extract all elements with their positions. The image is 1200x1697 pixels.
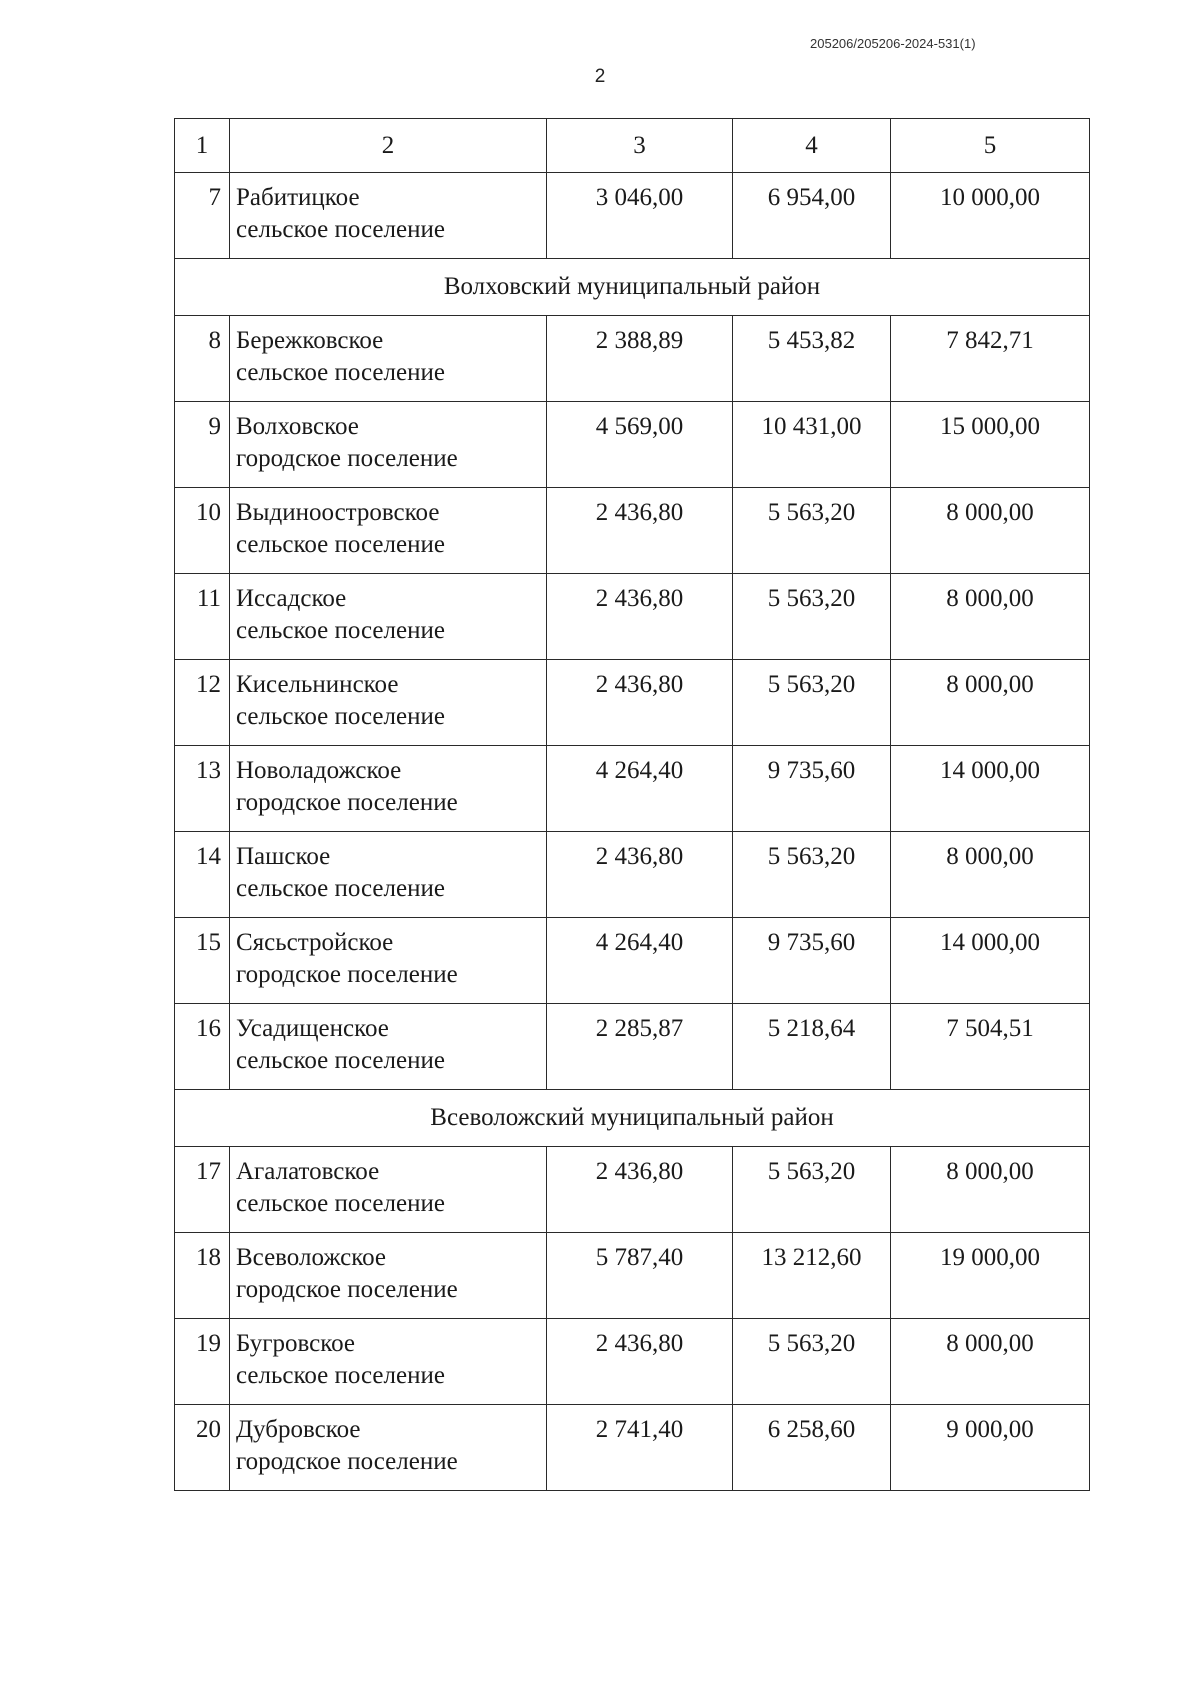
amount-cell-col5: 7 504,51 xyxy=(891,1004,1090,1090)
amount-cell-col4: 5 218,64 xyxy=(733,1004,891,1090)
amount-cell-col4: 5 563,20 xyxy=(733,1147,891,1233)
settlement-name: Усадищенское xyxy=(236,1015,389,1042)
amount-cell-col3: 4 264,40 xyxy=(547,918,733,1004)
amount-cell-col4: 6 954,00 xyxy=(733,173,891,259)
amount-cell-col3: 3 046,00 xyxy=(547,173,733,259)
row-number: 17 xyxy=(175,1147,230,1233)
row-number: 18 xyxy=(175,1233,230,1319)
column-header: 5 xyxy=(891,119,1090,173)
column-header: 3 xyxy=(547,119,733,173)
settlement-name-cell xyxy=(230,1147,547,1233)
settlement-name: Агалатовское xyxy=(236,1158,380,1185)
column-header: 2 xyxy=(230,119,547,173)
amount-cell-col4: 6 258,60 xyxy=(733,1405,891,1491)
amount-cell-col5: 8 000,00 xyxy=(891,660,1090,746)
table-body xyxy=(175,119,1090,1491)
row-number: 9 xyxy=(175,402,230,488)
table-row xyxy=(175,1147,1090,1233)
page-number: 2 xyxy=(594,66,606,87)
amount-cell-col5: 14 000,00 xyxy=(891,918,1090,1004)
table-row xyxy=(175,1233,1090,1319)
settlement-name: Дубровское xyxy=(236,1416,361,1443)
table-row xyxy=(175,746,1090,832)
amount-cell-col5: 14 000,00 xyxy=(891,746,1090,832)
section-header-row xyxy=(175,259,1090,316)
section-title: Всеволожский муниципальный район xyxy=(175,1090,1090,1147)
amount-cell-col5: 8 000,00 xyxy=(891,1319,1090,1405)
amount-cell-col3: 2 436,80 xyxy=(547,832,733,918)
settlement-type: городское поселение xyxy=(236,1448,458,1475)
allocation-table xyxy=(174,118,1090,1491)
table-row xyxy=(175,918,1090,1004)
section-title: Волховский муниципальный район xyxy=(175,259,1090,316)
amount-cell-col4: 9 735,60 xyxy=(733,746,891,832)
settlement-type: городское поселение xyxy=(236,961,458,988)
settlement-type: сельское поселение xyxy=(236,703,445,730)
amount-cell-col4: 5 563,20 xyxy=(733,574,891,660)
table-row xyxy=(175,402,1090,488)
settlement-name-cell xyxy=(230,746,547,832)
amount-cell-col3: 5 787,40 xyxy=(547,1233,733,1319)
row-number: 13 xyxy=(175,746,230,832)
settlement-name-cell xyxy=(230,488,547,574)
table-row xyxy=(175,1405,1090,1491)
table-row xyxy=(175,173,1090,259)
amount-cell-col3: 2 436,80 xyxy=(547,488,733,574)
row-number: 8 xyxy=(175,316,230,402)
settlement-type: городское поселение xyxy=(236,445,458,472)
settlement-name-cell xyxy=(230,316,547,402)
column-header-row xyxy=(175,119,1090,173)
amount-cell-col5: 19 000,00 xyxy=(891,1233,1090,1319)
amount-cell-col3: 2 388,89 xyxy=(547,316,733,402)
amount-cell-col3: 2 436,80 xyxy=(547,660,733,746)
settlement-type: сельское поселение xyxy=(236,1047,445,1074)
amount-cell-col3: 4 569,00 xyxy=(547,402,733,488)
row-number: 20 xyxy=(175,1405,230,1491)
table-row xyxy=(175,316,1090,402)
settlement-name-cell xyxy=(230,402,547,488)
amount-cell-col3: 4 264,40 xyxy=(547,746,733,832)
amount-cell-col4: 10 431,00 xyxy=(733,402,891,488)
amount-cell-col4: 5 563,20 xyxy=(733,832,891,918)
settlement-type: городское поселение xyxy=(236,789,458,816)
settlement-name: Иссадское xyxy=(236,585,347,612)
settlement-type: сельское поселение xyxy=(236,1190,445,1217)
amount-cell-col3: 2 285,87 xyxy=(547,1004,733,1090)
row-number: 12 xyxy=(175,660,230,746)
amount-cell-col3: 2 436,80 xyxy=(547,1319,733,1405)
amount-cell-col4: 5 563,20 xyxy=(733,660,891,746)
row-number: 16 xyxy=(175,1004,230,1090)
amount-cell-col5: 8 000,00 xyxy=(891,574,1090,660)
settlement-type: сельское поселение xyxy=(236,216,445,243)
settlement-name: Кисельнинское xyxy=(236,671,399,698)
amount-cell-col3: 2 741,40 xyxy=(547,1405,733,1491)
settlement-name-cell xyxy=(230,1319,547,1405)
amount-cell-col3: 2 436,80 xyxy=(547,574,733,660)
row-number: 15 xyxy=(175,918,230,1004)
settlement-name-cell xyxy=(230,918,547,1004)
settlement-name-cell xyxy=(230,173,547,259)
settlement-type: сельское поселение xyxy=(236,1362,445,1389)
amount-cell-col5: 8 000,00 xyxy=(891,488,1090,574)
amount-cell-col4: 9 735,60 xyxy=(733,918,891,1004)
table-row xyxy=(175,1319,1090,1405)
settlement-type: сельское поселение xyxy=(236,359,445,386)
settlement-name: Пашское xyxy=(236,843,331,870)
amount-cell-col4: 5 563,20 xyxy=(733,488,891,574)
amount-cell-col5: 10 000,00 xyxy=(891,173,1090,259)
table-row xyxy=(175,660,1090,746)
column-header: 4 xyxy=(733,119,891,173)
settlement-name: Новоладожское xyxy=(236,757,402,784)
amount-cell-col5: 7 842,71 xyxy=(891,316,1090,402)
settlement-type: сельское поселение xyxy=(236,617,445,644)
settlement-name: Волховское xyxy=(236,413,359,440)
amount-cell-col5: 8 000,00 xyxy=(891,832,1090,918)
settlement-name-cell xyxy=(230,1233,547,1319)
settlement-name-cell xyxy=(230,832,547,918)
settlement-name: Бережковское xyxy=(236,327,384,354)
settlement-name: Бугровское xyxy=(236,1330,356,1357)
row-number: 11 xyxy=(175,574,230,660)
amount-cell-col5: 15 000,00 xyxy=(891,402,1090,488)
settlement-type: городское поселение xyxy=(236,1276,458,1303)
settlement-name: Выдиноостровское xyxy=(236,499,440,526)
settlement-name: Всеволожское xyxy=(236,1244,387,1271)
table-row xyxy=(175,574,1090,660)
settlement-type: сельское поселение xyxy=(236,875,445,902)
amount-cell-col3: 2 436,80 xyxy=(547,1147,733,1233)
settlement-name: Рабитицкое xyxy=(236,184,360,211)
table-row xyxy=(175,488,1090,574)
table-row xyxy=(175,1004,1090,1090)
settlement-name: Сясьстройское xyxy=(236,929,394,956)
amount-cell-col5: 8 000,00 xyxy=(891,1147,1090,1233)
settlement-name-cell xyxy=(230,660,547,746)
amount-cell-col4: 5 563,20 xyxy=(733,1319,891,1405)
column-header: 1 xyxy=(175,119,230,173)
settlement-name-cell xyxy=(230,574,547,660)
row-number: 7 xyxy=(175,173,230,259)
settlement-name-cell xyxy=(230,1405,547,1491)
row-number: 14 xyxy=(175,832,230,918)
settlement-type: сельское поселение xyxy=(236,531,445,558)
amount-cell-col4: 5 453,82 xyxy=(733,316,891,402)
row-number: 10 xyxy=(175,488,230,574)
document-id: 205206/205206-2024-531(1) xyxy=(810,36,976,51)
settlement-name-cell xyxy=(230,1004,547,1090)
section-header-row xyxy=(175,1090,1090,1147)
amount-cell-col5: 9 000,00 xyxy=(891,1405,1090,1491)
row-number: 19 xyxy=(175,1319,230,1405)
table-row xyxy=(175,832,1090,918)
amount-cell-col4: 13 212,60 xyxy=(733,1233,891,1319)
